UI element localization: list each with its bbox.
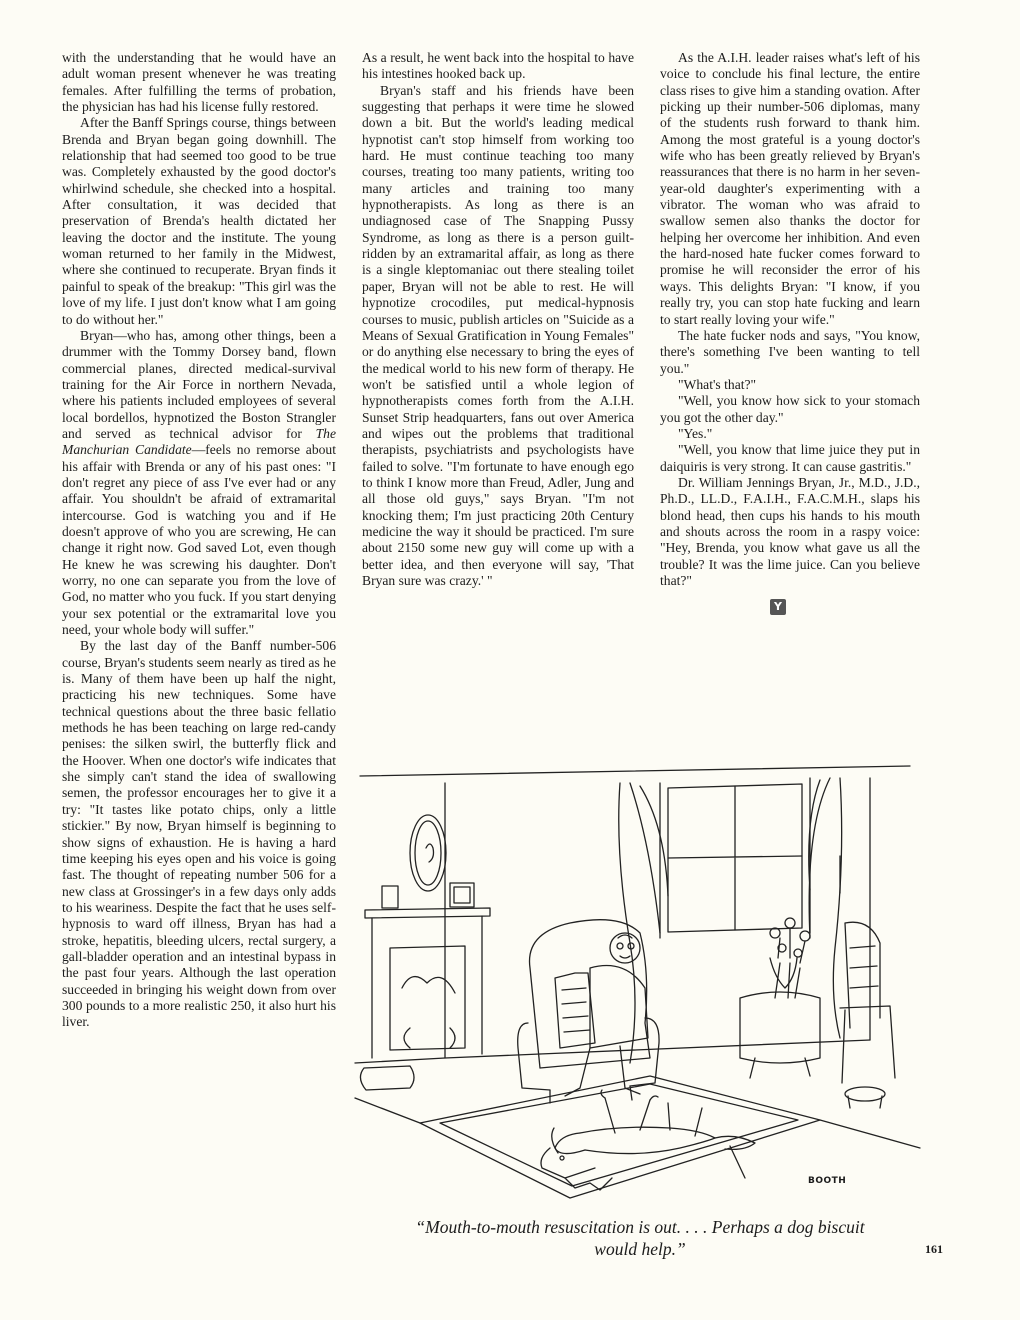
paragraph: Bryan's staff and his friends have been suggesting that perhaps it were time he slowed down a bit. But the world's leading medical hypnotist can't stop himself from working too hard. He must continue teaching too many courses, treating too many patients, writing too many articles and training too many hypnotherapists. As long as there is an undiagnosed case of The Snapping Pussy Syndrome, as long as there is a person guilt-ridden by an extramarital affair, as long as there is a single kleptomaniac out there stealing toilet paper, Bryan will not be able to rest. He will hypnotize crocodiles, put medical-hypnosis courses to music, publish articles on "Suicide as a Means of Sexual Gratification in Young Females" or do anything else necessary to bring the eyes of the medical world to his new form of therapy. He won't be satisfied until a whole legion of hypnotherapists comes forth from the A.I.H. Sunset Strip headquarters, fans out over America and wipes out the problems that traditional therapists, psychiatrists and psychologists have failed to solve. "I'm fortunate to have enough ego to think I know more than Freud, Adler, Jung and all those old guys," says Bryan. "I'm not knocking them; I'm just practicing 20th Century medicine the way it should be practiced. I'm sure about 2150 some new guy will come up with a better idea, and then everyone will say, 'That Bryan sure was crazy.' ": [362, 82, 634, 588]
cartoon-illustration: [350, 758, 925, 1210]
page-number: 161: [925, 1242, 943, 1256]
text-run: Bryan—who has, among other things, been a drummer with the Tommy Dorsey band, flown commercial planes, directed medical-survival training for the Air Force in northern Nevada, where his patients included employees of several local bordellos, hypnotized the Boston Strangler and served as technical advisor for: [62, 327, 336, 441]
article-column-2: [362, 50, 634, 589]
paragraph: "Well, you know that lime juice they put in daiquiris is very strong. It can cause gastritis.": [660, 442, 920, 474]
paragraph: The hate fucker nods and says, "You know, there's something I've been wanting to tell you.": [660, 327, 920, 376]
artist-signature: BOOTH: [808, 1176, 847, 1186]
text-run: —feels no remorse about his affair with Brenda or any of his past ones: "I don't regret any piece of ass I've ever had or any affair. You shouldn't be afraid of extramarital intercourse. God is watching you and if He doesn't approve of who you are screwing, He can change it right now. God saved Lot, even though He knew he was screwing his daughter. Don't worry, no one can separate you from the love of God, no matter who you fuck. If you start denying your sex potential or the extramarital love you need, your whole body will suffer.": [62, 442, 337, 638]
article-column-3: [660, 50, 920, 615]
paragraph: "Well, you know how sick to your stomach you got the other day.": [660, 393, 920, 425]
film-title: The Manchurian Candidate: [62, 425, 336, 458]
paragraph: "Yes.": [678, 425, 713, 441]
paragraph: After the Banff Springs course, things between Brenda and Bryan began going downhill. The relationship that had seemed too good to be true was. Completely exhausted by the good doctor's whirlwind schedule, she checked into a hospital. After consultation, it was decided that preservation of Brenda's health dictated her leaving the doctor and the institute. The young woman returned to her family in the Midwest, where she continued to recuperate. Bryan finds it painful to speak of the breakup: "This girl was the love of my life. I just don't know what I am going to do without her.": [62, 115, 336, 327]
paragraph: By the last day of the Banff number-506 course, Bryan's students seem nearly as tired as he is. Many of them have been up half the night, practicing his new techniques. Some have technical questions about the three basic fellatio methods he has been teaching on large red-candy penises: the silken swirl, the butterfly flick and the Hoover. When one doctor's wife indicates that she simply can't stand the idea of swallowing semen, the professor encourages her to give it a try: "It tastes like potato chips, only a little stickier." By now, Bryan himself is beginning to show signs of exhaustion. He is having a hard time keeping his eyes open and his voice is going fast. The thought of repeating number 506 for a new class at Grossinger's in a few days only adds to his weariness. Despite the fact that he uses self-hypnosis to ward off illness, Bryan has had a stroke, hepatitis, bleeding ulcers, rectal surgery, a gall-bladder operation and an intestinal bypass in the past four years. Although the last operation succeeded in bringing his weight down from over 300 pounds to a more realistic 250, it also hurt his liver.: [62, 638, 336, 1030]
paragraph: "What's that?": [678, 376, 757, 392]
cartoon-caption: “Mouth-to-mouth resuscitation is out. . . . Perhaps a dog biscuit would help.”: [415, 1217, 865, 1259]
article-column-1: [62, 50, 336, 1031]
paragraph: Dr. William Jennings Bryan, Jr., M.D., J.D., Ph.D., LL.D., F.A.I.H., F.A.C.M.H., slaps his blond head, then cups his hands to his mouth and shouts across the room in a raspy voice: "Hey, Brenda, you know what gave us all the trouble? It was the lime juice. Can you believe that?": [660, 474, 920, 588]
paragraph: with the understanding that he would have an adult woman present whenever he was treating females. After fulfilling the terms of probation, the physician has had his license fully restored.: [62, 50, 336, 115]
end-mark-icon: Y: [770, 599, 786, 615]
paragraph: As the A.I.H. leader raises what's left of his voice to conclude his final lecture, the entire class rises to give him a standing ovation. After picking up their number-506 diplomas, many of the students rush forward to thank him. Among the most grateful is a young doctor's wife who has been greatly relieved by Bryan's reassurances that there is no harm in her seven-year-old daughter's experimenting with a vibrator. The woman who was afraid to swallow semen also thanks the doctor for helping her overcome her inhibition. And even the hard-nosed hate fucker comes forward to promise he will reconsider the error of his ways. This delights Bryan: "I know, if you really try, you can stop hate fucking and learn to start really loving your wife.": [660, 50, 920, 327]
paragraph: [62, 328, 336, 639]
paragraph: As a result, he went back into the hospital to have his intestines hooked back up.: [362, 50, 634, 82]
